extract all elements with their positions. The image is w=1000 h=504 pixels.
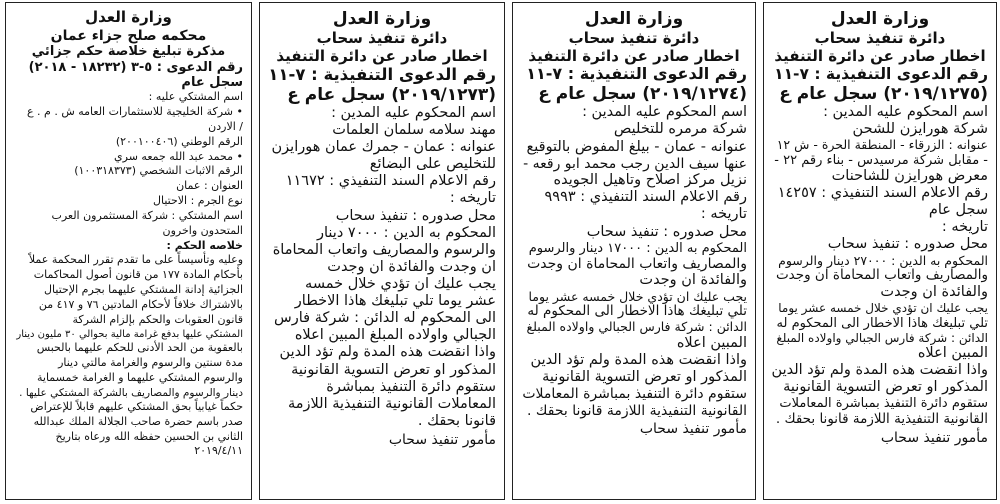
notice-line: تلي تبليغك هاذا الاخطار الى المحكوم له <box>776 315 988 331</box>
memo-line: اسم المشتكي : شركة المستثمرون العرب <box>51 208 243 222</box>
signature: مأمور تنفيذ سحاب <box>639 421 747 438</box>
notice-line: محل صدوره : تنفيذ سحاب <box>586 223 747 240</box>
notice-line: المذكور او تعرض التسوية القانونية <box>291 361 496 378</box>
notice-line: القانونية التنفيذية اللازمة قانونا بحقك . <box>775 410 988 427</box>
notice-line: اسم المحكوم عليه المدين : <box>823 103 988 120</box>
notice-line: تلي تبليغك هاذا الاخطار الى المحكوم له <box>527 303 747 320</box>
notice-line: ان وجدت والفائدة ان وجدت <box>327 258 496 275</box>
memo-line: نوع الجرم : الاحتيال <box>152 194 243 208</box>
memo-line: خلاصه الحكم : <box>166 238 243 252</box>
notice-column-1275 <box>763 2 997 500</box>
department-title: دائرة تنفيذ سحاب <box>316 29 448 48</box>
ministry-title: وزارة العدل <box>830 9 930 29</box>
memo-line: صدر باسم حضرة صاحب الجلالة الملك عبدالله <box>33 414 243 428</box>
notice-line: المبين اعلاه <box>676 335 747 351</box>
memo-line: بأحكام المادة ١٧٧ من قانون أصول المحاكمات <box>33 268 243 282</box>
notice-line: الدائن : شركة فارس الجبالي واولاده المبلغ <box>526 319 747 335</box>
memo-line: دينار والرسوم والمصاريف بالشركة المشتكي عليها . <box>19 386 243 399</box>
memo-line: • شركة الخليجية للاستثمارات العامه ش . م . ع <box>26 105 243 119</box>
department-title: دائرة تنفيذ سحاب <box>814 29 946 48</box>
notice-line: الجبالي واولاده المبلغ المبين اعلاه <box>294 327 496 344</box>
notice-line: واذا انقضت هذه المدة ولم تؤد الدين <box>771 362 988 379</box>
memo-line: الثاني بن الحسين حفظه الله ورعاه بتاريخ <box>55 429 243 443</box>
case-number: رقم الدعوى التنفيذية : ٧-١١ <box>526 64 747 84</box>
notice-line: رقم الاعلام السند التنفيذي : ١٤٢٥٧ <box>777 185 988 202</box>
notice-line: محل صدوره : تنفيذ سحاب <box>335 207 496 224</box>
notice-line: يجب عليك ان تؤدي خلال خمسه عشر يوما <box>778 301 988 316</box>
case-year: (٢٠١٩/١٢٧٤) سجل عام ع <box>538 84 747 105</box>
notice-line: للتخليص على البضائع <box>369 156 496 173</box>
case-year: (٢٠١٩/١٢٧٥) سجل عام ع <box>779 83 988 104</box>
notice-line: الى المحكوم له الدائن : شركة فارس <box>274 310 496 327</box>
memo-line: حكماً غيابياً بحق المشتكي عليهم قابلاً للإعتراض <box>30 399 243 413</box>
notice-line: رقم الاعلام السند التنفيذي : ١١٦٧٢ <box>285 173 496 190</box>
memo-line: مدة سنتين والرسوم والغرامة مالتي دينار <box>58 356 243 370</box>
notice-line: تاريخه : <box>449 190 496 207</box>
memo-line: المشتكي عليها بدفع غرامة مالية بحوالي ٣٠ مليون دينار <box>16 328 243 340</box>
memo-line: الرقم الاثبات الشخصي (١٠٠٣١٨٣٧٣) <box>74 164 243 178</box>
notice-title: اخطار صادر عن دائرة التنفيذ <box>774 46 986 65</box>
notice-line: عشر يوما تلي تبليغك هاذا الاخطار <box>294 293 496 310</box>
notice-line: والرسوم والمصاريف واتعاب المحاماة <box>272 241 496 258</box>
case-number: رقم الدعوى التنفيذية : ٧-١١ <box>774 65 988 84</box>
notice-line: واذا انقضت هذه المدة ولم تؤد الدين <box>530 352 747 369</box>
notice-line: المحكوم به الدين : ٧٠٠٠ دينار <box>317 224 496 241</box>
notice-line: اسم المحكوم عليه المدين : <box>331 104 496 121</box>
notice-column-1274 <box>512 2 756 500</box>
notice-line: المعاملات القانونية التنفيذية اللازمة <box>287 395 496 412</box>
notice-title: اخطار صادر عن دائرة التنفيذ <box>276 46 488 65</box>
notice-line: ستقوم دائرة التنفيذ بمباشرة المعاملات <box>522 386 747 403</box>
court-memo-column <box>5 2 252 500</box>
notice-line: المحكوم به الدين : ١٧٠٠٠ دينار والرسوم <box>528 240 747 256</box>
notice-line: شركة هورايزن للشحن <box>852 120 988 137</box>
memo-line: وعليه وتأسيساً على ما تقدم تقرر المحكمة عملاً <box>28 253 243 267</box>
court-title: محكمه صلح جزاء عمان <box>50 27 207 44</box>
notice-line: والمصاريف واتعاب المحاماة ان وجدت <box>775 267 988 284</box>
notice-line: شركة مرمره للتخليص <box>613 121 747 138</box>
ministry-title: وزارة العدل <box>584 9 684 29</box>
notice-line: يجب عليك ان تؤدي خلال خمسه <box>305 276 496 293</box>
notice-line: عنوانه : عمان - جمرك عمان هورايزن <box>271 139 496 156</box>
memo-line: • محمد عبد الله جمعه سري <box>114 149 243 163</box>
notice-line: عنها سيف الدين رجب محمد ابو رقعه - <box>523 155 747 172</box>
ministry-title: وزارة العدل <box>332 9 432 29</box>
memo-line: اسم المشتكي عليه : <box>148 90 243 104</box>
notice-line: المبين اعلاه <box>917 345 988 362</box>
memo-title: مذكرة تبليغ خلاصة حكم جزائي <box>31 44 226 60</box>
notice-column-1273 <box>259 2 505 500</box>
notice-line: مهند سلامه سلمان العلمات <box>332 122 496 139</box>
signature: مأمور تنفيذ سحاب <box>880 429 988 446</box>
notice-line: معرض هورايزن للشاحنات <box>831 168 988 185</box>
notice-line: يجب عليك ان تؤدي خلال خمسه عشر يوما <box>528 288 747 304</box>
notice-line: ستقوم دائرة التنفيذ بمباشرة <box>326 378 496 395</box>
case-number: رقم الدعوى التنفيذية : ٧-١١ <box>268 65 496 85</box>
department-title: دائرة تنفيذ سحاب <box>568 29 700 48</box>
notice-line: عنوانه : الزرقاء - المنطقة الحرة - ش ١٢ <box>776 136 988 152</box>
notice-line: رقم الاعلام السند التنفيذي : ٩٩٩٣ <box>544 189 747 206</box>
notice-line: تاريخه : <box>941 219 988 236</box>
ministry-title: وزارة العدل <box>85 8 172 26</box>
notice-line: اسم المحكوم عليه المدين : <box>582 104 747 121</box>
memo-line: قانون العقوبات والحكم بإلزام الشركة <box>72 312 243 326</box>
notice-line: والفائدة ان وجدت <box>639 272 747 289</box>
notice-line: سجل عام <box>928 202 988 219</box>
notice-line: نزيل مركز اصلاح وتاهيل الجويده <box>553 172 747 189</box>
memo-line: والرسوم المشتكي عليهما و الغرامة خمسماية <box>36 370 243 384</box>
notice-title: اخطار صادر عن دائرة التنفيذ <box>528 46 740 65</box>
notice-line: والمصاريف واتعاب المحاماة ان وجدت <box>527 255 747 272</box>
notice-line: - مقابل شركة مرسيدس - بناء رقم ٢٢ - <box>774 152 988 168</box>
memo-line: الرقم الوطني (٢٠٠١٠٠٤٠٦) <box>115 134 243 148</box>
notice-line: واذا انقضت هذه المدة ولم تؤد الدين <box>279 344 496 361</box>
notice-line: المحكوم به الدين : ٢٧٠٠٠ دينار والرسوم <box>778 252 988 268</box>
memo-date: ٢٠١٩/٤/١١ <box>194 444 243 458</box>
notice-line: المذكور او تعرض التسوية القانونية <box>542 369 747 386</box>
case-year: (٢٠١٩/١٢٧٣) سجل عام ع <box>287 84 496 105</box>
notice-line: الدائن : شركة فارس الجبالي واولاده المبلغ <box>776 330 988 345</box>
notice-line: القانونية التنفيذية اللازمة قانونا بحقك . <box>527 402 747 419</box>
memo-line: / الاردن <box>208 119 243 133</box>
notice-line: تاريخه : <box>700 206 747 223</box>
register-label: سجل عام <box>181 74 243 90</box>
notice-line: والفائدة ان وجدت <box>880 284 988 301</box>
memo-line: بالاشتراك خلافاً لأحكام المادتين ٧٦ و ٤١٧ من <box>38 298 243 311</box>
case-number: رقم الدعوى : ٥-٣ (١٨٢٣٢ - ٢٠١٨) <box>28 59 243 75</box>
notice-line: ستقوم دائرة التنفيذ بمباشرة المعاملات <box>779 396 988 412</box>
notice-line: قانونا بحقك . <box>417 412 496 429</box>
memo-line: المتحدون واخرون <box>162 223 243 237</box>
signature: مأمور تنفيذ سحاب <box>388 432 496 449</box>
notice-line: المذكور او تعرض التسوية القانونية <box>783 379 988 396</box>
memo-line: العنوان : عمان <box>176 179 243 193</box>
memo-line: الجزائية إدانة المشتكي عليهما بجرم الإحتيال <box>44 283 243 297</box>
notice-line: عنوانه - عمان - بيلغ المفوض بالتوقيع <box>526 138 747 155</box>
memo-line: بالعقوبة من الحد الأدنى للحكم عليهما بالحبس <box>36 341 243 355</box>
notice-line: محل صدوره : تنفيذ سحاب <box>827 236 988 253</box>
